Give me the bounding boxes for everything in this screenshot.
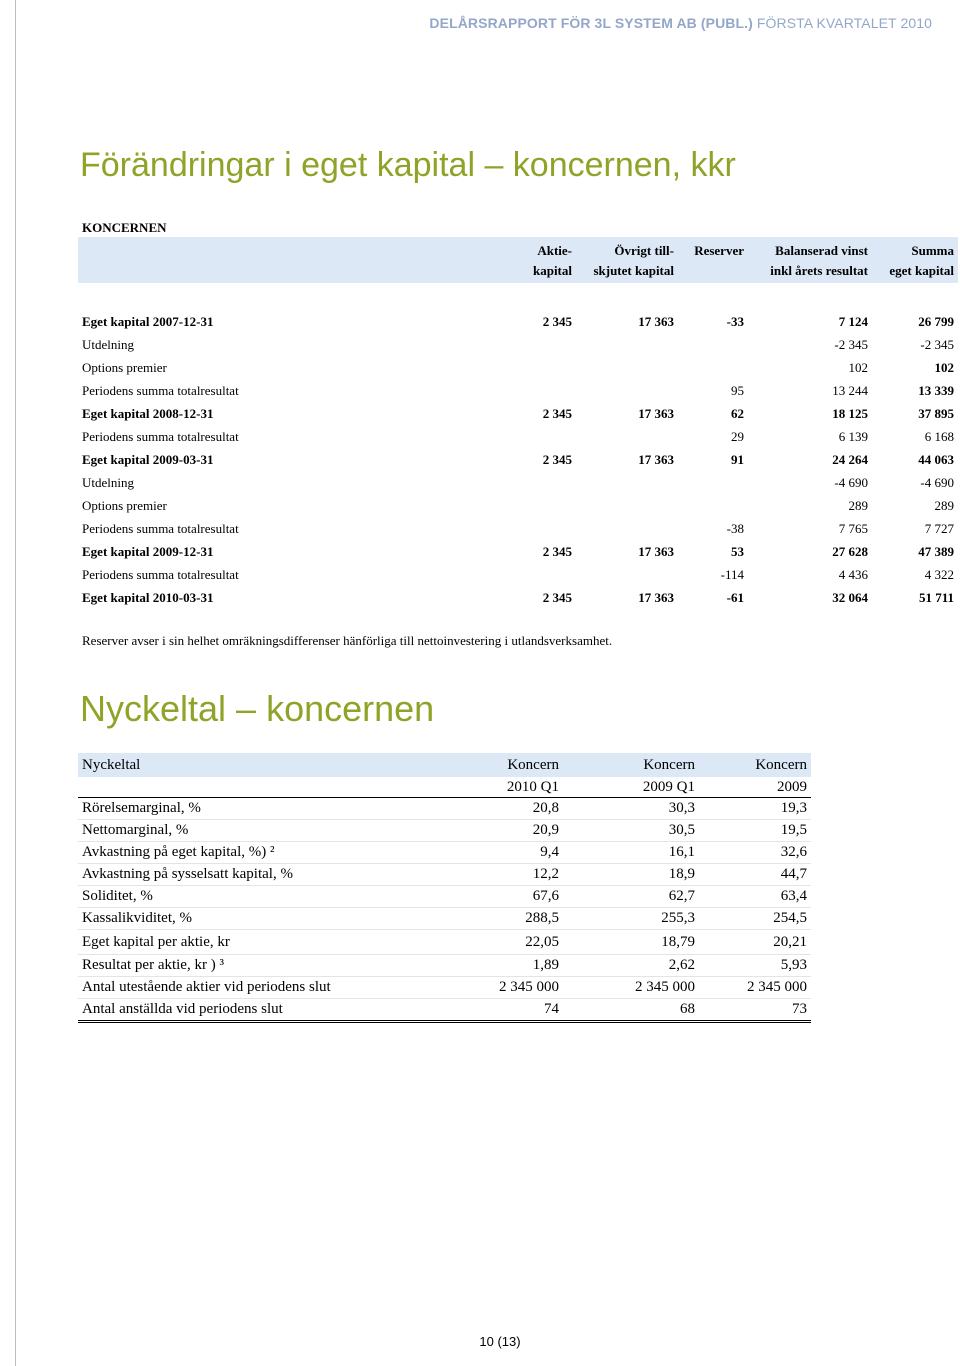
cell: -4 690 (920, 474, 954, 490)
cell (498, 517, 576, 540)
table-row (78, 999, 811, 1022)
cell: 63,4 (699, 886, 811, 908)
cell: 7 765 (838, 520, 868, 536)
row-label: Utdelning (82, 336, 134, 352)
row-label: Resultat per aktie, kr ) ³ (78, 955, 458, 977)
col-header: Aktie- (537, 243, 572, 258)
row-label: Eget kapital 2009-12-31 (82, 543, 214, 559)
cell: 44,7 (699, 864, 811, 886)
cell: 289 (934, 497, 954, 513)
cell (576, 379, 678, 402)
cell: 30,5 (563, 820, 699, 842)
cell: 47 389 (918, 543, 954, 559)
cell (678, 356, 748, 379)
cell: 22,05 (458, 930, 563, 955)
row-label: Periodens summa totalresultat (82, 520, 239, 536)
row-label: Soliditet, % (78, 886, 458, 908)
cell (498, 379, 576, 402)
cell: 7 727 (924, 520, 954, 536)
cell: 17 363 (638, 451, 674, 467)
cell: 2 345 (542, 313, 572, 329)
cell: 5,93 (699, 955, 811, 977)
table-row (78, 540, 958, 563)
cell: 18,79 (563, 930, 699, 955)
equity-header-row-1 (78, 241, 958, 261)
running-header (429, 15, 932, 31)
row-label: Eget kapital 2010-03-31 (82, 589, 214, 605)
col-header: 2009 Q1 (563, 777, 699, 798)
cell (498, 333, 576, 356)
cell: 289 (848, 497, 868, 513)
cell: 2,62 (563, 955, 699, 977)
cell: 26 799 (918, 313, 954, 329)
equity-header-row-2 (78, 261, 958, 281)
row-label: Eget kapital 2009-03-31 (82, 451, 214, 467)
cell: 13 244 (832, 382, 868, 398)
equity-group-label: KONCERNEN (82, 220, 167, 235)
col-header: Koncern (699, 753, 811, 777)
cell: 254,5 (699, 908, 811, 930)
cell (498, 494, 576, 517)
cell: 19,3 (699, 798, 811, 820)
cell: 32,6 (699, 842, 811, 864)
cell: 16,1 (563, 842, 699, 864)
table-row (78, 494, 958, 517)
cell: 20,9 (458, 820, 563, 842)
table-row (78, 333, 958, 356)
cell: 9,4 (458, 842, 563, 864)
cell: 62,7 (563, 886, 699, 908)
cell: 73 (699, 999, 811, 1022)
table-row (78, 908, 811, 930)
keyfigures-header-label: Nyckeltal (78, 753, 458, 777)
cell: 44 063 (918, 451, 954, 467)
cell: 2 345 000 (458, 977, 563, 999)
cell: 288,5 (458, 908, 563, 930)
col-header: Övrigt till- (614, 243, 674, 258)
cell: 6 139 (838, 428, 868, 444)
row-label: Eget kapital per aktie, kr (78, 930, 458, 955)
row-label: Antal utestående aktier vid periodens slut (78, 977, 458, 999)
col-header: Koncern (458, 753, 563, 777)
cell: 2 345 (542, 589, 572, 605)
cell (576, 425, 678, 448)
cell: 20,8 (458, 798, 563, 820)
col-header: kapital (532, 263, 572, 278)
row-label: Eget kapital 2008-12-31 (82, 405, 214, 421)
cell (498, 471, 576, 494)
cell: 7 124 (838, 313, 868, 329)
cell: 13 339 (918, 382, 954, 398)
cell: 30,3 (563, 798, 699, 820)
cell: 17 363 (638, 543, 674, 559)
cell (576, 471, 678, 494)
cell: 18 125 (832, 405, 868, 421)
reserves-footnote: Reserver avser i sin helhet omräkningsdifferenser hänförliga till nettoinvestering i utlandsverksamhet. (82, 633, 613, 648)
cell: 12,2 (458, 864, 563, 886)
cell: 24 264 (832, 451, 868, 467)
table-row (78, 310, 958, 333)
cell: -33 (726, 313, 744, 329)
row-label: Options premier (82, 359, 167, 375)
header-period: FÖRSTA KVARTALET 2010 (752, 15, 932, 31)
cell: 68 (563, 999, 699, 1022)
table-row (78, 448, 958, 471)
row-label: Rörelsemarginal, % (78, 798, 458, 820)
cell: 4 436 (838, 566, 868, 582)
table-row (78, 820, 811, 842)
keyfigures-header-row-1 (78, 753, 811, 777)
col-header: Koncern (563, 753, 699, 777)
cell (576, 356, 678, 379)
cell: -2 345 (834, 336, 868, 352)
header-report-name: DELÅRSRAPPORT FÖR 3L SYSTEM AB (PUBL.) (429, 15, 753, 31)
cell: 2 345 000 (563, 977, 699, 999)
col-header: inkl årets resultat (770, 263, 868, 278)
keyfigures-section-title: Nyckeltal – koncernen (80, 688, 435, 729)
table-row (78, 379, 958, 402)
cell: 67,6 (458, 886, 563, 908)
table-row (78, 402, 958, 425)
table-row (78, 930, 811, 955)
cell (678, 471, 748, 494)
equity-section-title: Förändringar i eget kapital – koncernen, kkr (80, 146, 736, 184)
table-row (78, 356, 958, 379)
table-row (78, 471, 958, 494)
cell: 17 363 (638, 589, 674, 605)
cell (576, 517, 678, 540)
col-header: Summa (911, 243, 954, 258)
cell: -4 690 (834, 474, 868, 490)
row-label: Nettomarginal, % (78, 820, 458, 842)
cell: 18,9 (563, 864, 699, 886)
cell: 32 064 (832, 589, 868, 605)
row-label: Periodens summa totalresultat (82, 428, 239, 444)
cell: 17 363 (638, 405, 674, 421)
cell: 255,3 (563, 908, 699, 930)
cell: 37 895 (918, 405, 954, 421)
cell: 17 363 (638, 313, 674, 329)
col-header: skjutet kapital (593, 263, 674, 278)
row-label: Eget kapital 2007-12-31 (82, 313, 214, 329)
cell: 53 (731, 543, 744, 559)
table-row (78, 425, 958, 448)
table-row (78, 864, 811, 886)
table-row (78, 586, 958, 609)
row-label: Avkastning på eget kapital, %) ² (78, 842, 458, 864)
equity-changes-table (78, 241, 958, 609)
spacer-row (78, 281, 958, 310)
row-label: Avkastning på sysselsatt kapital, % (78, 864, 458, 886)
table-row (78, 517, 958, 540)
keyfigures-header-row-2 (78, 777, 811, 798)
row-label: Periodens summa totalresultat (82, 382, 239, 398)
cell (576, 333, 678, 356)
row-label: Periodens summa totalresultat (82, 566, 239, 582)
cell (576, 563, 678, 586)
cell: 2 345 (542, 543, 572, 559)
cell (678, 494, 748, 517)
cell: 62 (731, 405, 744, 421)
cell: 2 345 (542, 451, 572, 467)
col-header: Reserver (694, 243, 744, 258)
keyfigures-table (78, 753, 811, 1023)
table-row (78, 563, 958, 586)
cell: 1,89 (458, 955, 563, 977)
cell: -61 (726, 589, 744, 605)
cell: -114 (720, 566, 744, 582)
row-label: Options premier (82, 497, 167, 513)
cell (576, 494, 678, 517)
col-header (678, 261, 748, 281)
col-header: 2009 (699, 777, 811, 798)
margin-rule (15, 0, 16, 1366)
cell: 102 (934, 359, 954, 375)
table-row (78, 955, 811, 977)
cell: 2 345 000 (699, 977, 811, 999)
cell: 95 (731, 382, 744, 398)
cell: 4 322 (924, 566, 954, 582)
row-label: Utdelning (82, 474, 134, 490)
cell: -38 (726, 520, 744, 536)
cell: 2 345 (542, 405, 572, 421)
row-label: Kassalikviditet, % (78, 908, 458, 930)
cell: 19,5 (699, 820, 811, 842)
table-row (78, 842, 811, 864)
cell: 6 168 (924, 428, 954, 444)
col-header: eget kapital (889, 263, 954, 278)
cell: 91 (731, 451, 744, 467)
table-row (78, 886, 811, 908)
table-row (78, 977, 811, 999)
cell: -2 345 (920, 336, 954, 352)
cell (678, 333, 748, 356)
cell (498, 425, 576, 448)
cell (498, 356, 576, 379)
cell: 102 (848, 359, 868, 375)
table-row (78, 798, 811, 820)
cell: 74 (458, 999, 563, 1022)
page-number: 10 (13) (479, 1334, 521, 1349)
cell: 51 711 (918, 589, 954, 605)
cell: 27 628 (832, 543, 868, 559)
cell (498, 563, 576, 586)
col-header: 2010 Q1 (458, 777, 563, 798)
col-header: Balanserad vinst (775, 243, 868, 258)
row-label: Antal anställda vid periodens slut (78, 999, 458, 1022)
cell: 29 (731, 428, 744, 444)
cell: 20,21 (699, 930, 811, 955)
